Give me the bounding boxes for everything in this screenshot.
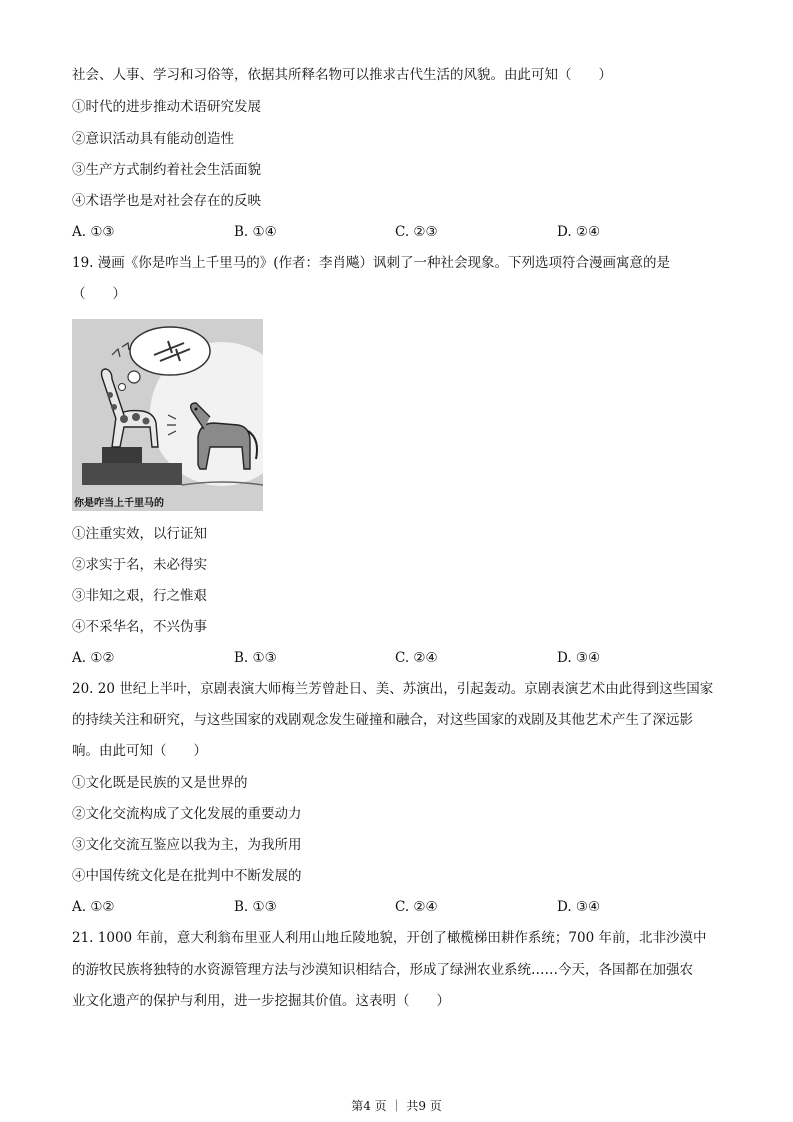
q20-option-a: A. ①②	[72, 899, 115, 915]
q21-stem-line-1: 21. 1000 年前，意大利翁布里亚人利用山地丘陵地貌，开创了橄榄梯田耕作系统；700 年前，北非沙漠中	[72, 930, 707, 946]
q18-option-a: A. ①③	[72, 224, 115, 240]
q20-item-2: ②文化交流构成了文化发展的重要动力	[72, 806, 302, 822]
q19-option-c: C. ②④	[395, 650, 438, 666]
q19-options	[72, 649, 722, 667]
q19-option-b: B. ①③	[234, 650, 277, 666]
q19-cartoon-image	[72, 319, 263, 511]
q19-option-a: A. ①②	[72, 650, 115, 666]
q20-option-b: B. ①③	[234, 899, 277, 915]
q18-options	[72, 223, 722, 241]
q21-stem-line-2: 的游牧民族将独特的水资源管理方法与沙漠知识相结合，形成了绿洲农业系统……今天，各国都在加强农	[72, 962, 693, 978]
q18-item-4: ④术语学也是对社会存在的反映	[72, 193, 261, 209]
q20-stem-line-1: 20. 20 世纪上半叶，京剧表演大师梅兰芳曾赴日、美、苏演出，引起轰动。京剧表演艺术由此得到这些国家	[72, 681, 714, 697]
q18-option-c: C. ②③	[395, 224, 438, 240]
q19-item-2: ②求实于名，未必得实	[72, 557, 207, 573]
q19-stem-line-1: 19. 漫画《你是咋当上千里马的》(作者：李肖飚）讽刺了一种社会现象。下列选项符合漫画寓意的是	[72, 255, 671, 271]
q21-stem-line-3: 业文化遗产的保护与利用，进一步挖掘其价值。这表明（ ）	[72, 993, 450, 1009]
cartoon-illustration	[72, 319, 263, 511]
q20-stem-line-3: 响。由此可知（ ）	[72, 743, 207, 759]
q18-option-d: D. ②④	[557, 224, 601, 240]
q20-item-1: ①文化既是民族的又是世界的	[72, 775, 248, 791]
q19-stem-line-2: （ ）	[72, 286, 126, 302]
q18-option-b: B. ①④	[234, 224, 277, 240]
page-footer: 第4 页 ｜ 共9 页	[351, 1099, 442, 1113]
q19-option-d: D. ③④	[557, 650, 601, 666]
q20-item-4: ④中国传统文化是在批判中不断发展的	[72, 868, 302, 884]
q18-item-2: ②意识活动具有能动创造性	[72, 131, 234, 147]
q20-item-3: ③文化交流互鉴应以我为主，为我所用	[72, 837, 302, 853]
q18-item-3: ③生产方式制约着社会生活面貌	[72, 162, 261, 178]
q20-option-d: D. ③④	[557, 899, 601, 915]
q19-item-4: ④不采华名，不兴伪事	[72, 619, 207, 635]
cartoon-caption: 你是咋当上千里马的	[74, 498, 164, 509]
q18-intro: 社会、人事、学习和习俗等，依据其所释名物可以推求古代生活的风貌。由此可知（ ）	[72, 67, 612, 83]
q19-item-1: ①注重实效，以行证知	[72, 526, 207, 542]
q20-options	[72, 898, 722, 916]
q20-stem-line-2: 的持续关注和研究，与这些国家的戏剧观念发生碰撞和融合，对这些国家的戏剧及其他艺术产生了深远影	[72, 712, 693, 728]
q19-item-3: ③非知之艰，行之惟艰	[72, 588, 207, 604]
q18-item-1: ①时代的进步推动术语研究发展	[72, 99, 261, 115]
q20-option-c: C. ②④	[395, 899, 438, 915]
